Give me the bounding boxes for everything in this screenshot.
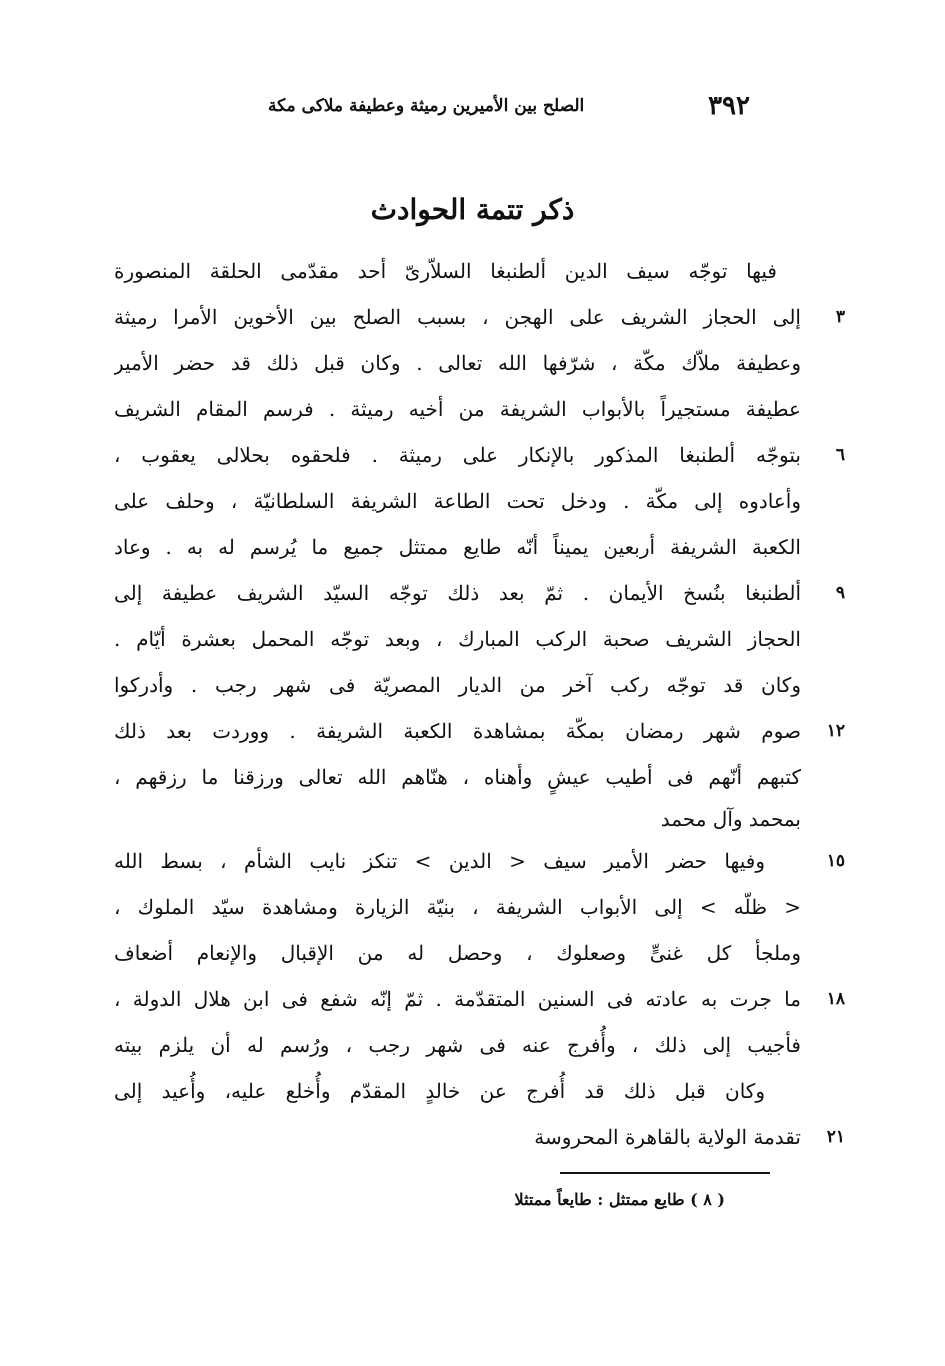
running-title: الصلح بين الأميرين رميثة وعطيفة ملاكى مكة (268, 96, 585, 116)
text-line (100, 1022, 845, 1068)
text-line (100, 386, 845, 432)
text-line (100, 478, 845, 524)
line-text: فأجيب إلى ذلك ، وأُفرج عنه فى شهر رجب ، ورُسم له أن يلزم بيته (114, 1033, 801, 1057)
line-text: وفيها حضر الأمير سيف < الدين > تنكز نايب الشأم ، بسط الله (114, 849, 765, 873)
line-text: ما جرت به عادته فى السنين المتقدّمة . ثمّ إنّه شفع فى ابن هلال الدولة ، (114, 987, 801, 1011)
footnote: ( ٨ ) طايع ممتثل : طايعاً ممتثلا (514, 1190, 725, 1209)
line-number: ١٨ (826, 989, 845, 1009)
text-line (100, 524, 845, 570)
line-text: كتبهم أنّهم فى أطيب عيشٍ وأهناه ، هنّاهم الله تعالى ورزقنا ما رزقهم ، (114, 765, 801, 789)
body-text (100, 248, 845, 1160)
line-number: ١٥ (826, 851, 845, 871)
text-line (100, 662, 845, 708)
text-line (100, 976, 845, 1022)
line-text: فيها توجّه سيف الدين ألطنبغا السلاّرىّ أحد مقدّمى الحلقة المنصورة (114, 259, 777, 283)
running-header (268, 88, 750, 124)
line-text: الكعبة الشريفة أربعين يميناً أنّه طايع ممتثل جميع ما يُرسم له به . وعاد (114, 535, 801, 559)
text-line (100, 930, 845, 976)
line-number: ٢١ (826, 1127, 845, 1147)
line-text: تقدمة الولاية بالقاهرة المحروسة (534, 1125, 801, 1149)
text-line (100, 800, 845, 838)
line-text: ألطنبغا بنُسخ الأيمان . ثمّ بعد ذلك توجّه السيّد الشريف عطيفة إلى (114, 581, 801, 605)
line-text: وكان قد توجّه ركب آخر من الديار المصريّة فى شهر رجب . وأدركوا (114, 673, 801, 697)
text-line (100, 616, 845, 662)
line-text: وعطيفة ملاّك مكّة ، شرّفها الله تعالى . وكان قبل ذلك قد حضر الأمير (114, 351, 801, 375)
line-text: الحجاز الشريف صحبة الركب المبارك ، وبعد توجّه المحمل بعشرة أيّام . (114, 627, 801, 651)
line-text: وكان قبل ذلك قد أُفرج عن خالدٍ المقدّم وأُخلع عليه، وأُعيد إلى (114, 1079, 765, 1103)
line-text: إلى الحجاز الشريف على الهجن ، بسبب الصلح بين الأخوين الأمرا رميثة (114, 305, 801, 329)
line-text: < ظلّه > إلى الأبواب الشريفة ، بنيّة الزيارة ومشاهدة سيّد الملوك ، (114, 895, 801, 919)
text-line (100, 1068, 845, 1114)
text-line (100, 248, 845, 294)
line-number: ٣ (835, 307, 845, 327)
line-text: صوم شهر رمضان بمكّة بمشاهدة الكعبة الشريفة . ووردت بعد ذلك (114, 719, 801, 743)
line-number: ١٢ (826, 721, 845, 741)
line-text: عطيفة مستجيراً بالأبواب الشريفة من أخيه رميثة . فرسم المقام الشريف (114, 397, 801, 421)
line-text: وملجأ كل غنىٍّ وصعلوك ، وحصل له من الإقبال والإنعام أضعاف (114, 941, 801, 965)
line-text: بمحمد وآل محمد (660, 807, 801, 831)
text-line (100, 754, 845, 800)
section-title: ذكر تتمة الحوادث (370, 193, 575, 226)
text-line (100, 1114, 845, 1160)
text-line (100, 340, 845, 386)
text-line (100, 838, 845, 884)
line-number: ٩ (835, 583, 845, 603)
text-line (100, 294, 845, 340)
page-number: ٣٩٢ (708, 91, 750, 121)
line-text: بتوجّه ألطنبغا المذكور بالإنكار على رميثة . فلحقوه بحلالى يعقوب ، (114, 443, 801, 467)
text-line (100, 570, 845, 616)
line-number: ٦ (835, 445, 845, 465)
footnote-divider (560, 1172, 770, 1174)
line-text: وأعادوه إلى مكّة . ودخل تحت الطاعة الشريفة السلطانيّة ، وحلف على (114, 489, 801, 513)
text-line (100, 432, 845, 478)
text-line (100, 708, 845, 754)
text-line (100, 884, 845, 930)
